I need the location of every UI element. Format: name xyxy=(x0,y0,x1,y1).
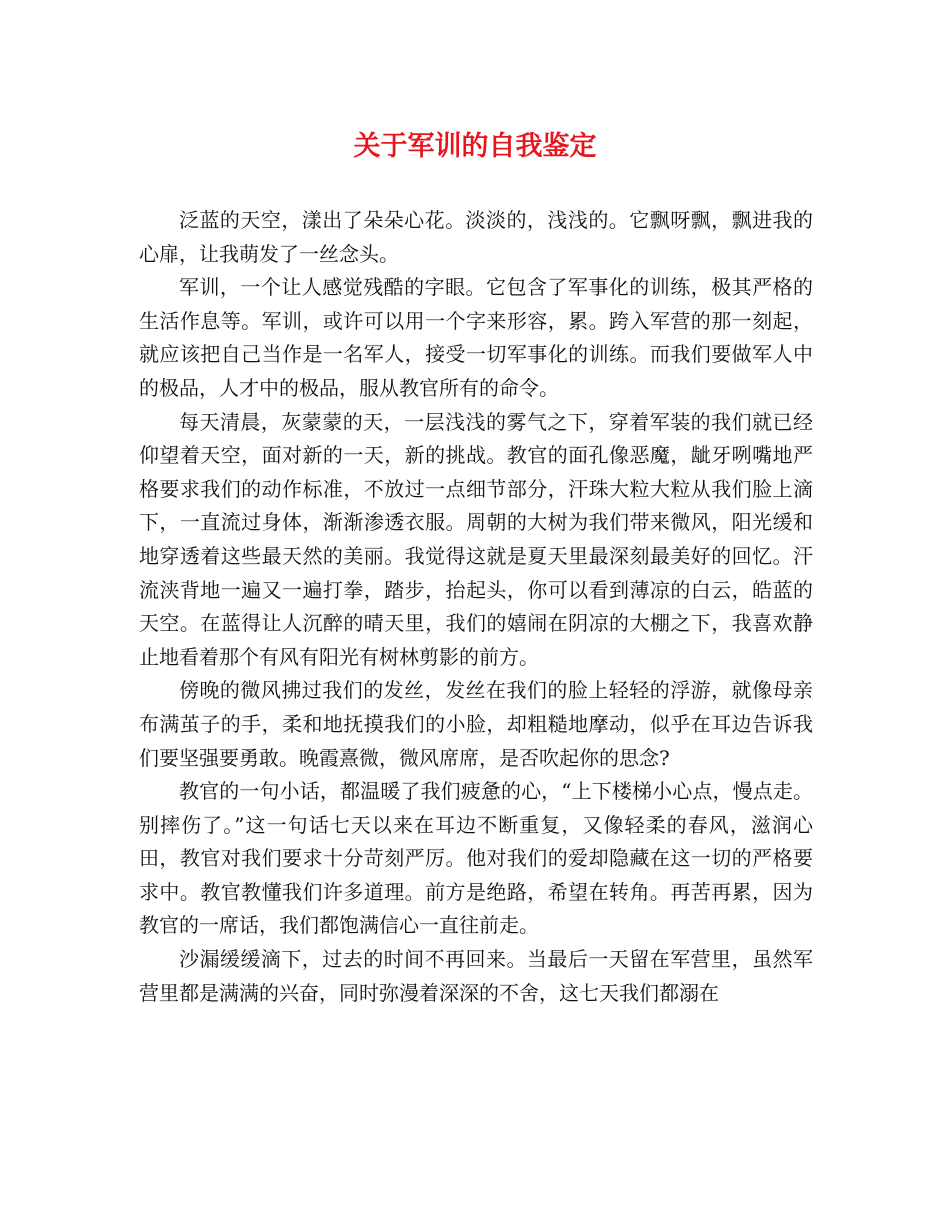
paragraph: 泛蓝的天空，漾出了朵朵心花。淡淡的，浅浅的。它飘呀飘，飘进我的心扉，让我萌发了一丝念头。 xyxy=(139,208,813,266)
document-title: 关于军训的自我鉴定 xyxy=(353,131,597,162)
paragraph: 教官的一句小话，都温暖了我们疲惫的心，“上下楼梯小心点，慢点走。别摔伤了。”这一句话七天以来在耳边不断重复，又像轻柔的春风，滋润心田，教官对我们要求十分苛刻严厉。他对我们的爱却隐藏在这一切的严格要求中。教官教懂我们许多道理。前方是绝路，希望在转角。再苦再累，因为教官的一席话，我们都饱满信心一直往前走。 xyxy=(139,779,813,938)
document-body xyxy=(139,204,813,1010)
paragraph: 傍晚的微风拂过我们的发丝，发丝在我们的脸上轻轻的浮游，就像母亲布满茧子的手，柔和地抚摸我们的小脸，却粗糙地摩动，似乎在耳边告诉我们要坚强要勇敢。晚霞熹微，微风席席，是否吹起你的思念? xyxy=(139,678,813,770)
paragraph: 军训，一个让人感觉残酷的字眼。它包含了军事化的训练，极其严格的生活作息等。军训，或许可以用一个字来形容，累。跨入军营的那一刻起，就应该把自己当作是一名军人，接受一切军事化的训练。而我们要做军人中的极品，人才中的极品，服从教官所有的命令。 xyxy=(139,275,813,400)
paragraph: 沙漏缓缓滴下，过去的时间不再回来。当最后一天留在军营里，虽然军营里都是满满的兴奋，同时弥漫着深深的不舍，这七天我们都溺在 xyxy=(139,947,813,1005)
paragraph: 每天清晨，灰蒙蒙的天，一层浅浅的雾气之下，穿着军装的我们就已经仰望着天空，面对新的一天，新的挑战。教官的面孔像恶魔，龇牙咧嘴地严格要求我们的动作标准，不放过一点细节部分，汗珠大粒大粒从我们脸上滴下，一直流过身体，渐渐渗透衣服。周朝的大树为我们带来微风，阳光缓和地穿透着这些最天然的美丽。我觉得这就是夏天里最深刻最美好的回忆。汗流浃背地一遍又一遍打拳，踏步，抬起头，你可以看到薄凉的白云，皓蓝的天空。在蓝得让人沉醉的晴天里，我们的嬉闹在阴凉的大棚之下，我喜欢静止地看着那个有风有阳光有树林剪影的前方。 xyxy=(139,409,813,669)
